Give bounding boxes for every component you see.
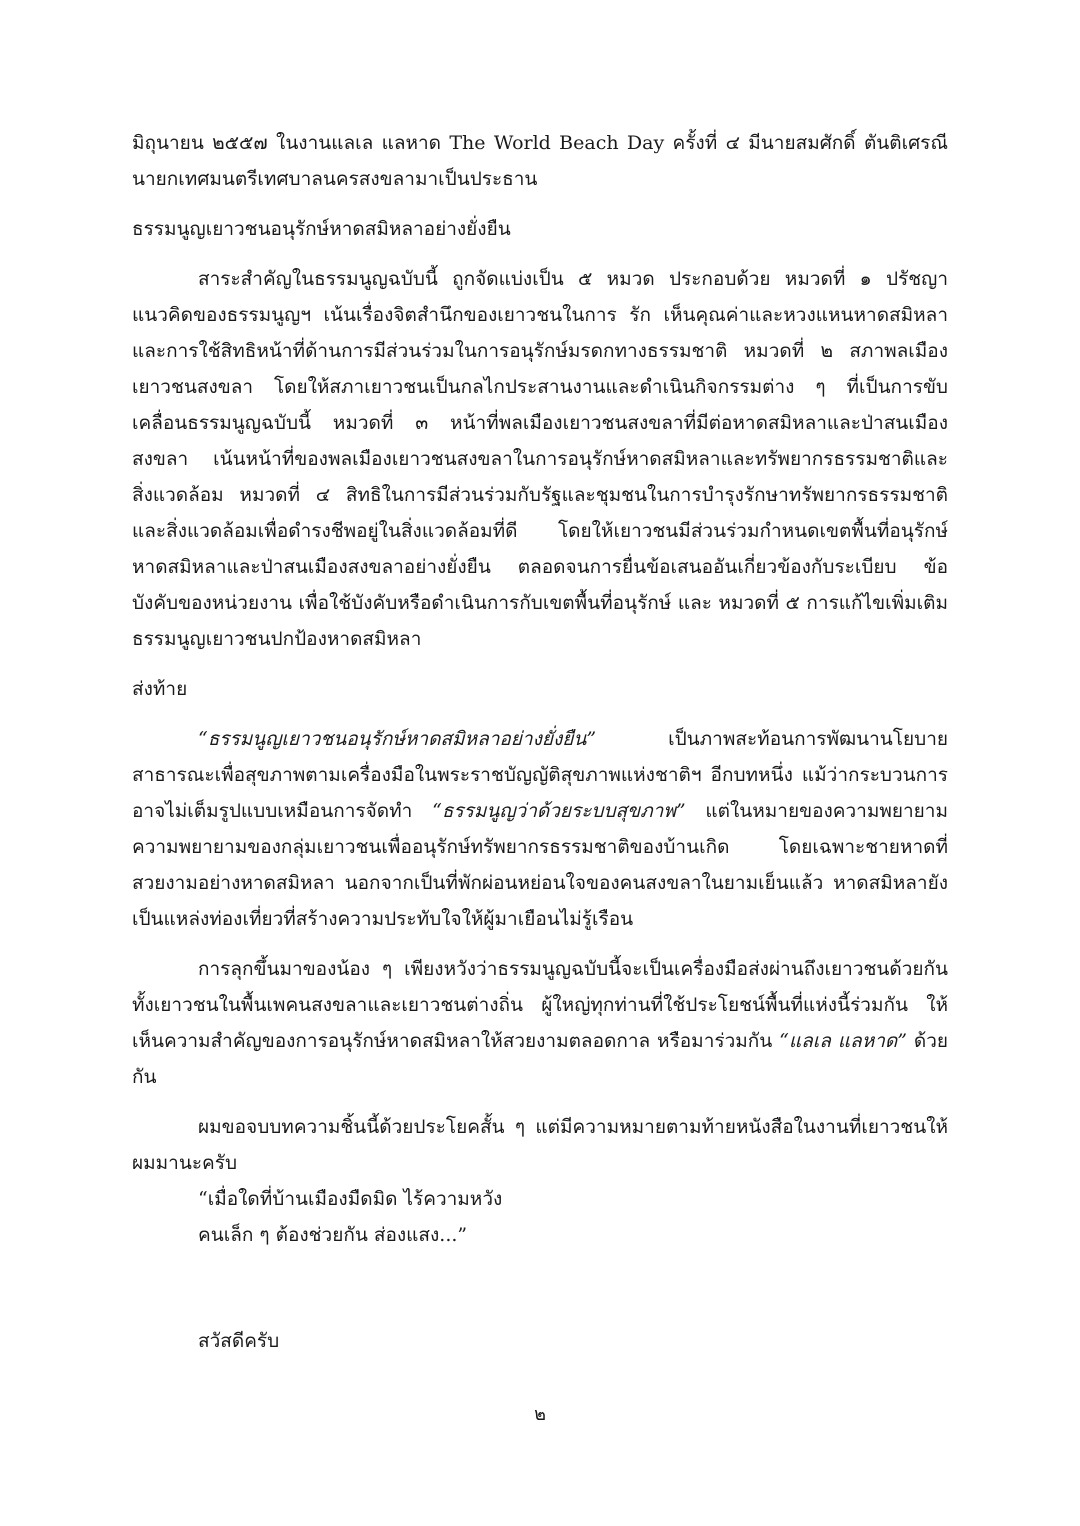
section-paragraph: สาระสำคัญในธรรมนูญฉบับนี้ ถูกจัดแบ่งเป็น ๕ หมวด ประกอบด้วย หมวดที่ ๑ ปรัชญาแนวคิดของธรรมนูญฯ เน้นเรื่องจิตสำนึกของเยาวชนในการ รัก เห็นคุณค่าและหวงแหนหาดสมิหลา และการใช้สิทธิหน้าที่ด้านการมีส่วนร่วมในการอนุรักษ์มรดกทางธรรมชาติ หมวดที่ ๒ สภาพลเมืองเยาวชนสงขลา โดยให้สภาเยาวชนเป็นกลไกประสานงานและดำเนินกิจกรรมต่าง ๆ ที่เป็นการขับเคลื่อนธรรมนูญฉบับนี้ หมวดที่ ๓ หน้าที่พลเมืองเยาวชนสงขลาที่มีต่อหาดสมิหลาและป่าสนเมืองสงขลา เน้นหน้าที่ของพลเมืองเยาวชนสงขลาในการอนุรักษ์หาดสมิหลาและทรัพยากรธรรมชาติและสิ่งแวดล้อม หมวดที่ ๔ สิทธิในการมีส่วนร่วมกับรัฐและชุมชนในการบำรุงรักษาทรัพยากรธรรมชาติและสิ่งแวดล้อมเพื่อดำรงชีพอยู่ในสิ่งแวดล้อมที่ดี โดยให้เยาวชนมีส่วนร่วมกำหนดเขตพื้นที่อนุรักษ์หาดสมิหลาและป่าสนเมืองสงขลาอย่างยั่งยืน ตลอดจนการยื่นข้อเสนออันเกี่ยวข้องกับระเบียบ ข้อบังคับของหน่วยงาน เพื่อใช้บังคับหรือดำเนินการกับเขตพื้นที่อนุรักษ์ และ หมวดที่ ๕ การแก้ไขเพิ่มเติมธรรมนูญเยาวชนปกป้องหาดสมิหลา (132, 268, 948, 650)
document-page (132, 125, 948, 1359)
health-charter-quote: “ธรรมนูญว่าด้วยระบบสุขภาพ” (432, 800, 686, 822)
signoff: สวัสดีครับ (198, 1330, 280, 1352)
closing-paragraph-3: ผมขอจบบทความชิ้นนี้ด้วยประโยคสั้น ๆ แต่มีความหมายตามท้ายหนังสือในงานที่เยาวชนให้ผมมานะครับ (132, 1116, 948, 1174)
closing-paragraph-2 (132, 951, 948, 1095)
closing-paragraph-1 (132, 721, 948, 937)
poem-line-2: คนเล็ก ๆ ต้องช่วยกัน ส่องแสง...” (198, 1224, 468, 1246)
intro-paragraph: มิถุนายน ๒๕๕๗ ในงานแลเล แลหาด The World Beach Day ครั้งที่ ๔ มีนายสมศักดิ์ ตันติเศรณี นายกเทศมนตรีเทศบาลนครสงขลามาเป็นประธาน (132, 132, 948, 190)
closing-paragraph-1-text-b: แต่ในหมายของความพยายาม ความพยายามของกลุ่มเยาวชนเพื่ออนุรักษ์ทรัพยากรธรรมชาติของบ้านเกิด โดยเฉพาะชายหาดที่สวยงามอย่างหาดสมิหลา นอกจากเป็นที่พักผ่อนหย่อนใจของคนสงขลาในยามเย็นแล้ว หาดสมิหลายังเป็นแหล่งท่องเที่ยวที่สร้างความประทับใจให้ผู้มาเยือนไม่รู้เรือน (132, 800, 948, 930)
closing-paragraph-2-text: การลุกขึ้นมาของน้อง ๆ เพียงหวังว่าธรรมนูญฉบับนี้จะเป็นเครื่องมือส่งผ่านถึงเยาวชนด้วยกัน ทั้งเยาวชนในพื้นเพคนสงขลาและเยาวชนต่างถิ่น ผู้ใหญ่ทุกท่านที่ใช้ประโยชน์พื้นที่แห่งนี้ร่วมกัน ให้เห็นความสำคัญของการอนุรักษ์หาดสมิหลาให้สวยงามตลอดกาล หรือมาร่วมกัน (132, 958, 948, 1052)
section-heading: ธรรมนูญเยาวชนอนุรักษ์หาดสมิหลาอย่างยั่งยืน (132, 218, 511, 240)
closing-paragraph-2-end: ด้วยกัน (132, 1030, 948, 1088)
event-name-quote: “แลเล แลหาด” (779, 1030, 907, 1052)
poem-line-1: “เมื่อใดที่บ้านเมืองมืดมิด ไร้ความหวัง (198, 1188, 503, 1210)
page-number: ๒ (534, 1404, 546, 1425)
closing-paragraph-1-text-a: เป็นภาพสะท้อนการพัฒนานโยบายสาธารณะเพื่อสุขภาพตามเครื่องมือในพระราชบัญญัติสุขภาพแห่งชาติฯ อีกบทหนึ่ง แม้ว่ากระบวนการอาจไม่เต็มรูปแบบเหมือนการจัดทำ (132, 728, 948, 822)
charter-title-quote: “ธรรมนูญเยาวชนอนุรักษ์หาดสมิหลาอย่างยั่งยืน” (198, 728, 597, 750)
closing-heading: ส่งท้าย (132, 678, 188, 700)
